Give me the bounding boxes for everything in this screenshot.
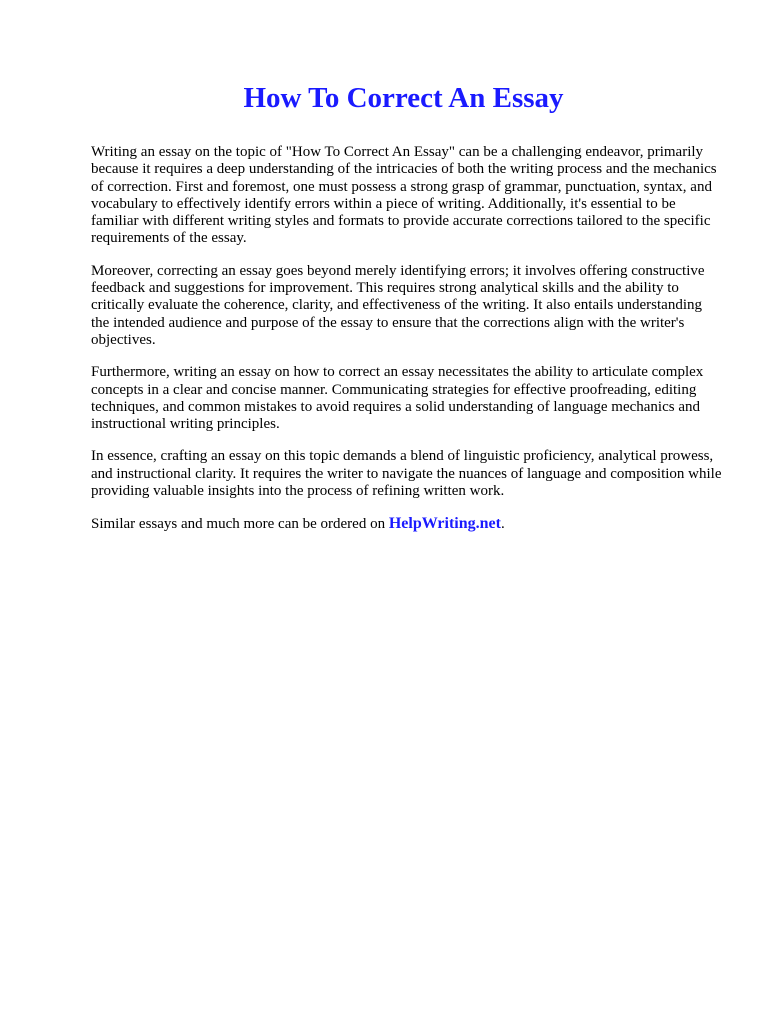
paragraph-4: In essence, crafting an essay on this topic demands a blend of linguistic proficiency, analytical prowess, and instructional clarity. It requires the writer to navigate the nuances of language and composition while providing valuable insights into the process of refining written work.: [91, 448, 722, 500]
closing-text: Similar essays and much more can be ordered on: [91, 516, 389, 533]
paragraph-1: Writing an essay on the topic of "How To Correct An Essay" can be a challenging endeavor, primarily because it requires a deep understanding of the intricacies of both the writing process and the mechanics of correction. First and foremost, one must possess a strong grasp of grammar, punctuation, syntax, and vocabulary to effectively identify errors within a piece of writing. Additionally, it's essential to be familiar with different writing styles and formats to provide accurate corrections tailored to the specific requirements of the essay.: [91, 144, 717, 247]
closing-period: .: [500, 516, 505, 533]
closing-line: [91, 515, 728, 533]
paragraph-2: Moreover, correcting an essay goes beyond merely identifying errors; it involves offering constructive feedback and suggestions for improvement. This requires strong analytical skills and the ability to critically evaluate the coherence, clarity, and effectiveness of the writing. It also entails understanding the intended audience and purpose of the essay to ensure that the corrections align with the writer's objectives.: [91, 262, 705, 348]
helpwriting-link[interactable]: HelpWriting.net: [388, 515, 501, 533]
page-title: How To Correct An Essay: [243, 82, 564, 114]
paragraph-3: Furthermore, writing an essay on how to correct an essay necessitates the ability to articulate complex concepts in a clear and concise manner. Communicating strategies for effective proofreading, editing techniques, and common mistakes to avoid requires a solid understanding of language mechanics and instructional writing principles.: [91, 364, 704, 433]
